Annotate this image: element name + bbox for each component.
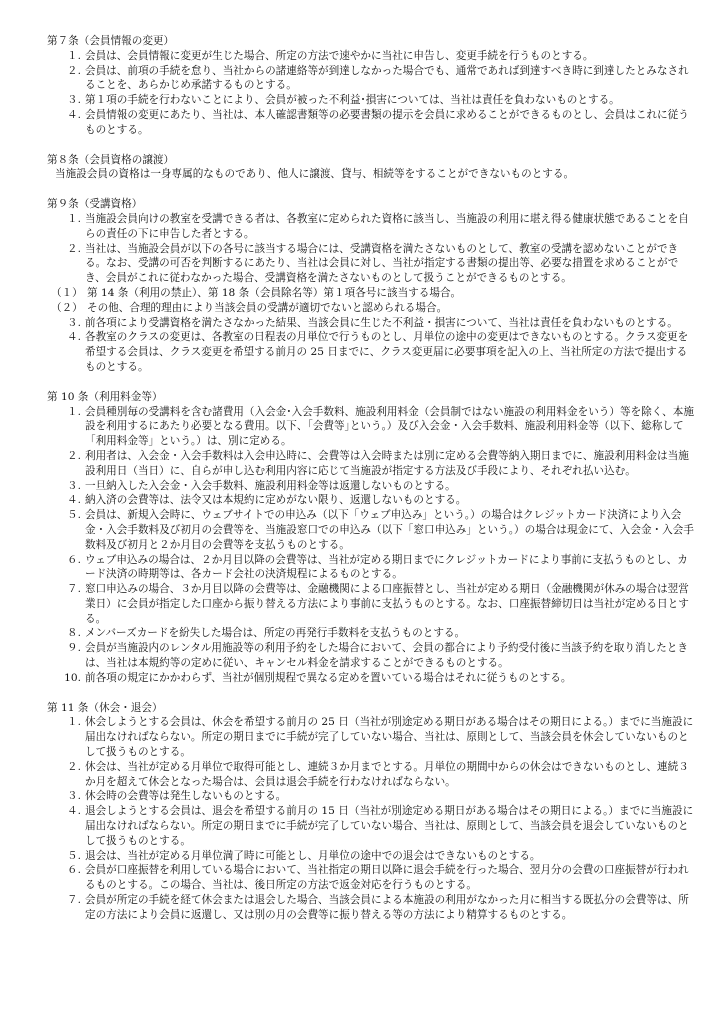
paragraph-number: ９.	[67, 642, 81, 655]
paragraph	[47, 671, 694, 686]
paragraph	[47, 49, 694, 64]
paragraph-number: ７.	[67, 894, 81, 907]
sub-item	[47, 301, 694, 316]
paragraph-text: 第１項の手続を行わないことにより、会員が被った不利益･損害については、当社は責任を負わないものとする。	[85, 94, 620, 107]
paragraph-number: ２.	[67, 449, 81, 462]
paragraph	[47, 893, 694, 923]
paragraph	[47, 849, 694, 864]
paragraph-number: ４.	[67, 805, 81, 818]
paragraph-number: １.	[67, 716, 81, 729]
paragraph	[47, 493, 694, 508]
paragraph	[47, 760, 694, 790]
sub-item-text: 第 14 条（利用の禁止）、第 18 条（会員除名等）第１項各号に該当する場合。	[87, 286, 462, 299]
paragraph-text: 休会時の会費等は発生しないものとする。	[85, 790, 287, 803]
paragraph-text: 利用者は、入会金・入会手数料は入会申込時に、会費等は入会時または別に定める会費等納入期日までに、施設利用料金は当施設利用日（当日）に、自らが申し込む利用内容に応じて当施設が指定する方法及び手段により、それぞれ払い込む。	[85, 449, 689, 477]
article-title: 第 11 条（休会・退会）	[47, 701, 163, 714]
paragraph-text: 会員が口座振替を利用している場合において、当社指定の期日以降に退会手続を行った場合、翌月分の会費の口座振替が行われるものとする。この場合、当社は、後日所定の方法で返金対応を行うものとする。	[85, 864, 689, 892]
paragraph	[47, 212, 694, 242]
paragraph-text: 会員情報の変更にあたり、当社は、本人確認書類等の必要書類の提示を会員に求めることができるものとし、会員はこれに従うものとする。	[85, 108, 689, 136]
paragraph	[47, 405, 694, 449]
article-9	[47, 197, 694, 375]
paragraph-number: ３.	[67, 316, 81, 329]
paragraph	[47, 641, 694, 671]
paragraph-number: ８.	[67, 627, 81, 640]
article-title: 第７条（会員情報の変更）	[47, 35, 175, 47]
paragraph-text: 当社は、当施設会員が以下の各号に該当する場合には、受講資格を満たさないものとして、教室の受講を認めないことができる。なお、受講の可否を判断するにあたり、当社は会員に対し、当社が指定する書類の提出等、必要な措置を求めることができ、会員がこれに従わなかった場合、受講資格を満たさないものとして扱うことができるものとする。	[85, 242, 679, 285]
paragraph-number: ６.	[67, 553, 81, 566]
paragraph	[47, 804, 694, 848]
paragraph	[47, 108, 694, 138]
paragraph-number: ５.	[67, 849, 81, 862]
paragraph-number: ３.	[67, 790, 81, 803]
sub-item-number: （２）	[51, 301, 83, 314]
paragraph-text: 納入済の会費等は、法令又は本規約に定めがない限り、返還しないものとする。	[85, 494, 467, 507]
article-11	[47, 701, 694, 923]
paragraph-text: 会員が当施設内のレンタル用施設等の利用予約をした場合において、会員の都合により予約受付後に当該予約を取り消したときは、当社は本規約等の定めに従い、キャンセル料金を請求することができるものとする。	[85, 642, 688, 670]
sub-item-text: その他、合理的理由により当該会員の受講が適切でないと認められる場合。	[87, 301, 448, 314]
paragraph-number: ６.	[67, 864, 81, 877]
paragraph-text: 休会は、当社が定める月単位で取得可能とし、連続３か月までとする。月単位の期間中からの休会はできないものとし、連続３か月を超えて休会となった場合は、会員は退会手続を行わなければならない。	[85, 760, 689, 788]
paragraph-text: 休会しようとする会員は、休会を希望する前月の 25 日（当社が別途定める期日がある場合はその期日による。）までに当施設に届出なければならない。所定の期日までに手続が完了していない場合、当社は、原則として、当該会員を休会していないものとして扱うものとする。	[85, 716, 694, 759]
paragraph	[47, 626, 694, 641]
paragraph-number: ５.	[67, 509, 81, 522]
article-title: 第９条（受講資格）	[47, 198, 143, 211]
paragraph-text: 当施設会員向けの教室を受講できる者は、各教室に定められた資格に該当し、当施設の利用に堪え得る健康状態であることを自らの責任の下に申告した者とする。	[85, 212, 689, 240]
paragraph-text: 前各項の規定にかかわらず、当社が個別規程で異なる定めを置いている場合はそれに従うものとする。	[85, 671, 572, 684]
paragraph	[47, 64, 694, 94]
paragraph-text: 会員が所定の手続を経て休会または退会した場合、当該会員による本施設の利用がなかった月に相当する既払分の会費等は、所定の方法により会員に返還し、又は別の月の会費等に振り替える等の方法により精算するものとする。	[85, 894, 689, 921]
paragraph-number: １.	[67, 405, 81, 418]
paragraph	[47, 93, 694, 108]
paragraph	[47, 863, 694, 893]
paragraph-number: ３.	[67, 479, 81, 492]
paragraph-text: 前各項により受講資格を満たさなかった結果、当該会員に生じた不利益・損害について、当社は責任を負わないものとする。	[85, 316, 678, 329]
paragraph-text: 各教室のクラスの変更は、各教室の日程表の月単位で行うものとし、月単位の途中の変更はできないものとする。クラス変更を希望する会員は、クラス変更を希望する前月の 25 日までに、クラス変更届に必要事項を記入の上、当社所定の方法で提出するものとする。	[85, 331, 689, 373]
article-10	[47, 390, 694, 686]
article-title: 第 10 条（利用料金等）	[47, 390, 163, 403]
paragraph	[47, 330, 694, 374]
paragraph-number: ７.	[67, 583, 81, 596]
paragraph-text: 会員は、会員情報に変更が生じた場合、所定の方法で速やかに当社に申告し、変更手続を行うものとする。	[85, 49, 594, 62]
paragraph-number: ３.	[67, 94, 81, 107]
paragraph-text: ウェブ申込みの場合は、２か月目以降の会費等は、当社が定める期日までにクレジットカードにより事前に支払うものとし、カード決済の時期等は、各カード会社の決済規程によるものとする。	[85, 553, 688, 581]
paragraph-text: 窓口申込みの場合、３か月目以降の会費等は、金融機関による口座振替とし、当社が定める期日（金融機関が休みの場合は翌営業日）に会員が指定した口座から振り替える方法により事前に支払うものとする。なお、口座振替締切日は当社が定める日とする。	[85, 583, 689, 625]
paragraph	[47, 582, 694, 626]
paragraph-number: ４.	[67, 108, 81, 121]
paragraph-number: ２.	[67, 760, 81, 773]
paragraph-text: 退会しようとする会員は、退会を希望する前月の 15 日（当社が別途定める期日がある場合はその期日による。）までに当施設に届出なければならない。所定の期日までに手続が完了していない場合、当社は、原則として、当該会員を退会していないものとして扱うものとする。	[85, 805, 694, 847]
paragraph-text: 当施設会員の資格は一身専属的なものであり、他人に譲渡、貸与、相続等をすることができないものとする。	[55, 168, 575, 181]
paragraph	[47, 715, 694, 759]
paragraph-number: ２.	[67, 242, 81, 255]
paragraph-number: １.	[67, 49, 81, 62]
paragraph-number: 10.	[64, 671, 81, 684]
article-7	[47, 34, 694, 138]
paragraph-text: 会員は、新規入会時に、ウェブサイトでの申込み（以下「ウェブ申込み」という。）の場合はクレジットカード決済により入会金・入会手数料及び初月の会費等を、当施設窓口での申込み（以下「窓口申込み」という。）の場合は現金にて、入会金・入会手数料及び初月と２か月目の会費等を支払うものとする。	[85, 509, 694, 551]
paragraph	[47, 242, 694, 286]
article-8	[47, 153, 694, 183]
paragraph-number: ４.	[67, 331, 81, 344]
paragraph-number: １.	[67, 212, 81, 225]
paragraph-number: ２.	[67, 64, 81, 77]
paragraph-text: メンバーズカードを紛失した場合は、所定の再発行手数料を支払うものとする。	[85, 627, 466, 640]
paragraph-text: 退会は、当社が定める月単位満了時に可能とし、月単位の途中での退会はできないものとする。	[85, 849, 541, 862]
sub-item	[47, 286, 694, 301]
paragraph	[47, 553, 694, 583]
article-title: 第８条（会員資格の譲渡）	[47, 153, 175, 166]
paragraph	[47, 449, 694, 479]
paragraph-text: 会員は、前項の手続を怠り、当社からの諸連絡等が到達しなかった場合でも、通常であれば到達すべき時に到達したとみなされることを、あらかじめ承諾するものとする。	[85, 64, 689, 92]
paragraph-number: ４.	[67, 494, 81, 507]
paragraph	[47, 316, 694, 331]
paragraph	[47, 789, 694, 804]
sub-item-number: （１）	[51, 286, 83, 299]
paragraph-text: 会員種別毎の受講料を含む諸費用（入会金･入会手数料、施設利用料金（会員制ではない施設の利用料金をいう）等を除く、本施設を利用するにあたり必要となる費用。以下、｢会費等｣という。）及び入会金・入会手数料、施設利用料金等（以下、総称して「利用料金等」という。）は、別に定める。	[85, 405, 694, 448]
paragraph-text: 一旦納入した入会金・入会手数料、施設利用料金等は返還しないものとする。	[85, 479, 456, 492]
paragraph	[47, 479, 694, 494]
paragraph	[47, 508, 694, 552]
